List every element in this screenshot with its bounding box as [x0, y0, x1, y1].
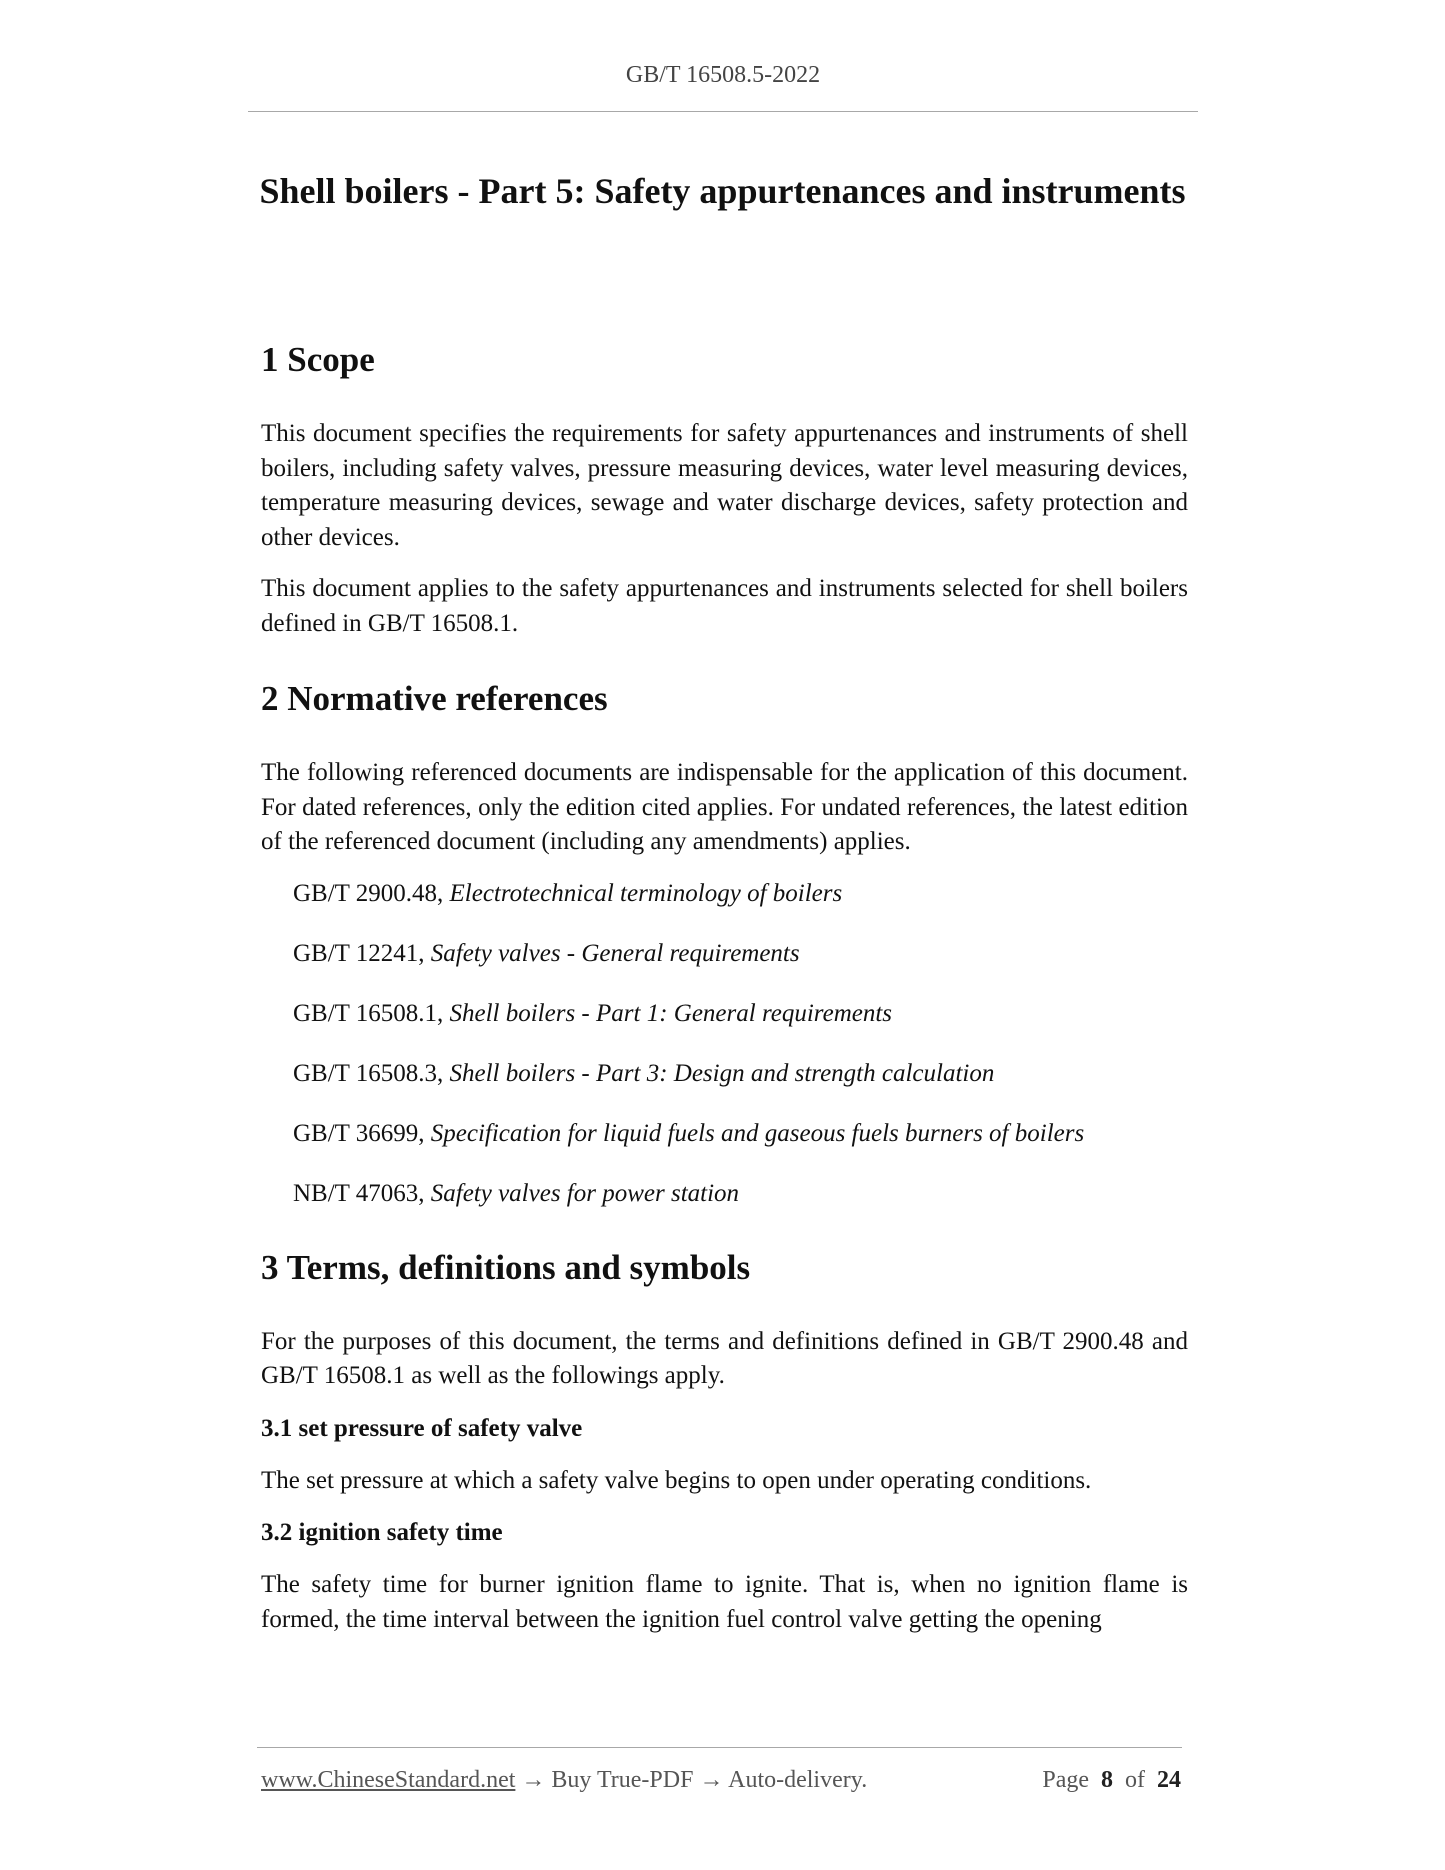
reference-title: Specification for liquid fuels and gaseous fuels burners of boilers [430, 1119, 1085, 1147]
of-label: of [1125, 1767, 1145, 1793]
reference-item [261, 1177, 1188, 1211]
reference-code: GB/T 16508.1, [293, 999, 450, 1027]
term-definition-3-1: The set pressure at which a safety valve begins to open under operating conditions. [261, 1466, 1092, 1494]
document-body [261, 336, 1188, 1637]
term-heading-3-2: 3.2 ignition safety time [261, 1519, 503, 1546]
header-divider [248, 111, 1198, 112]
reference-title: Shell boilers - Part 3: Design and strength calculation [449, 1059, 995, 1087]
reference-title: Electrotechnical terminology of boilers [449, 879, 843, 907]
reference-code: GB/T 12241, [293, 939, 431, 967]
reference-title: Safety valves for power station [430, 1179, 740, 1207]
reference-title: Safety valves - General requirements [430, 939, 800, 967]
section-heading-scope: 1 Scope [261, 340, 375, 379]
page-label: Page [1042, 1767, 1089, 1793]
page-total: 24 [1157, 1767, 1181, 1793]
scope-paragraph-1: This document specifies the requirements for safety appurtenances and instruments of shell boilers, including safety valves, pressure measuring devices, water level measuring devices, temperature measuring devices, sewage and water discharge devices, safety protection and other devices. [261, 420, 1188, 551]
normative-intro-paragraph: The following referenced documents are indispensable for the application of this document. For dated references, only the edition cited applies. For undated references, the latest edition of the referenced document (including any amendments) applies. [261, 759, 1188, 855]
reference-item [261, 1117, 1188, 1151]
reference-code: GB/T 2900.48, [293, 879, 450, 907]
section-heading-normative-references: 2 Normative references [261, 679, 608, 718]
reference-item [261, 937, 1188, 971]
footer-promo [261, 1767, 867, 1794]
reference-code: GB/T 36699, [293, 1119, 431, 1147]
site-link[interactable]: www.ChineseStandard.net [261, 1767, 516, 1793]
page-footer [261, 1767, 1181, 1794]
document-title: Shell boilers - Part 5: Safety appurtenances and instruments [259, 171, 1186, 211]
term-heading-3-1: 3.1 set pressure of safety valve [261, 1414, 583, 1442]
page-number: 8 [1101, 1767, 1113, 1793]
running-header: GB/T 16508.5-2022 [625, 62, 821, 88]
reference-item [261, 1057, 1188, 1091]
footer-promo-text: → Buy True-PDF → Auto-delivery. [515, 1767, 868, 1793]
reference-title: Shell boilers - Part 1: General requirements [449, 999, 893, 1027]
reference-code: NB/T 47063, [293, 1179, 431, 1207]
reference-item [261, 877, 1188, 911]
reference-code: GB/T 16508.3, [293, 1059, 450, 1087]
footer-divider [257, 1747, 1182, 1748]
terms-intro-paragraph: For the purposes of this document, the terms and definitions defined in GB/T 2900.48 and GB/T 16508.1 as well as the followings apply. [261, 1327, 1188, 1389]
section-heading-terms: 3 Terms, definitions and symbols [261, 1247, 751, 1287]
reference-item [261, 997, 1188, 1031]
page-indicator [1042, 1767, 1181, 1794]
scope-paragraph-2: This document applies to the safety appurtenances and instruments selected for shell boilers defined in GB/T 16508.1. [261, 575, 1188, 637]
term-definition-3-2: The safety time for burner ignition flame to ignite. That is, when no ignition flame is formed, the time interval between the ignition fuel control valve getting the opening [261, 1571, 1188, 1633]
